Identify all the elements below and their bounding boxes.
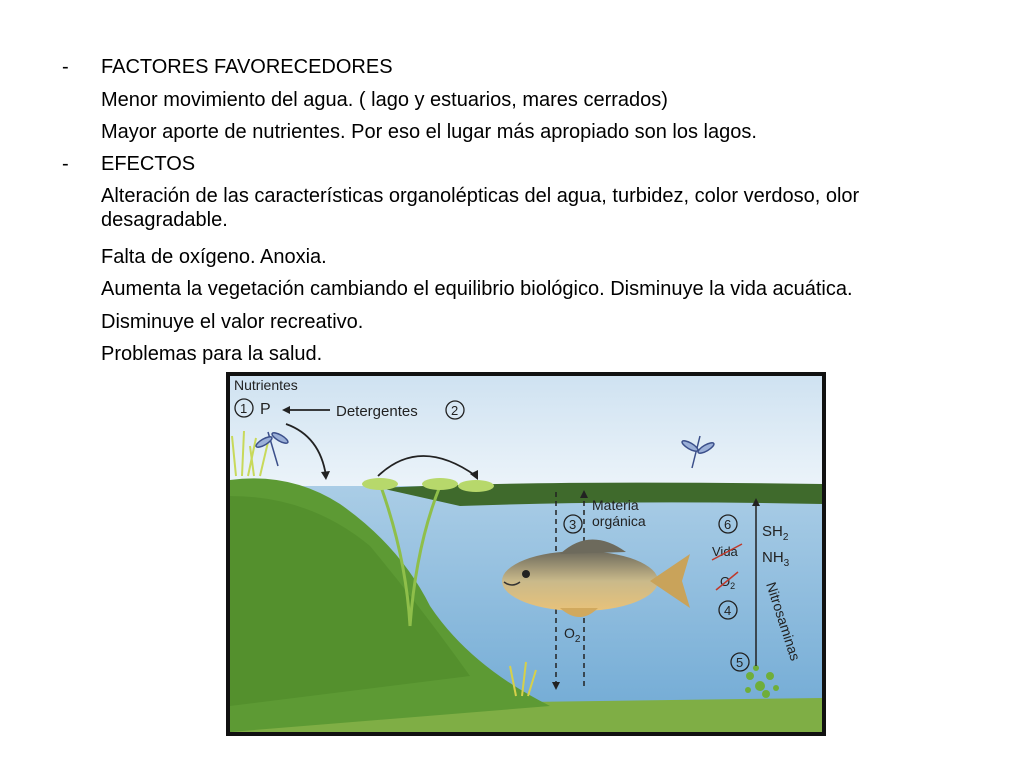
label-p: P bbox=[260, 401, 271, 418]
label-nutrientes: Nutrientes bbox=[234, 377, 298, 393]
text-line: Problemas para la salud. bbox=[101, 343, 323, 365]
text-line: Aumenta la vegetación cambiando el equilibrio biológico. Disminuye la vida acuática. bbox=[101, 278, 853, 300]
label-number-2: 2 bbox=[451, 403, 459, 418]
label-o2: $O_2$ bbox=[564, 625, 581, 645]
text-line: Mayor aporte de nutrientes. Por eso el lugar más apropiado son los lagos. bbox=[101, 121, 757, 143]
label-nitrosaminas: Nitrosaminas bbox=[763, 579, 804, 663]
label-organica: orgánica bbox=[592, 513, 646, 529]
floating-leaf bbox=[458, 480, 494, 492]
text-line: Menor movimiento del agua. ( lago y estuarios, mares cerrados) bbox=[101, 89, 668, 111]
text-line: Falta de oxígeno. Anoxia. bbox=[101, 246, 327, 268]
heading-efectos: EFECTOS bbox=[101, 153, 196, 175]
label-nh3: $NH_3$ bbox=[762, 549, 790, 569]
label-vida: Vida bbox=[712, 544, 738, 559]
sky bbox=[230, 376, 822, 496]
label-sh2: $SH_2$ bbox=[762, 523, 789, 543]
label-materia: Materia bbox=[592, 497, 639, 513]
text-line: Alteración de las características organolépticas del agua, turbidez, color verdoso, olor desagradable. bbox=[101, 185, 860, 231]
label-number-1: 1 bbox=[240, 401, 248, 416]
text-line: Disminuye el valor recreativo. bbox=[101, 311, 364, 333]
label-detergentes: Detergentes bbox=[336, 403, 418, 420]
label-number-5: 5 bbox=[736, 655, 744, 670]
label-number-3: 3 bbox=[569, 517, 577, 532]
label-number-4: 4 bbox=[724, 603, 732, 618]
bullet-dash: - bbox=[62, 153, 69, 175]
heading-factores: FACTORES FAVORECEDORES bbox=[101, 56, 393, 78]
floating-leaf bbox=[362, 478, 398, 490]
eutrophication-illustration bbox=[226, 372, 826, 736]
bullet-dash: - bbox=[62, 56, 69, 78]
floating-leaf bbox=[422, 478, 458, 490]
label-number-6: 6 bbox=[724, 517, 732, 532]
label-o2-crossed: $O_2$ bbox=[720, 574, 736, 591]
